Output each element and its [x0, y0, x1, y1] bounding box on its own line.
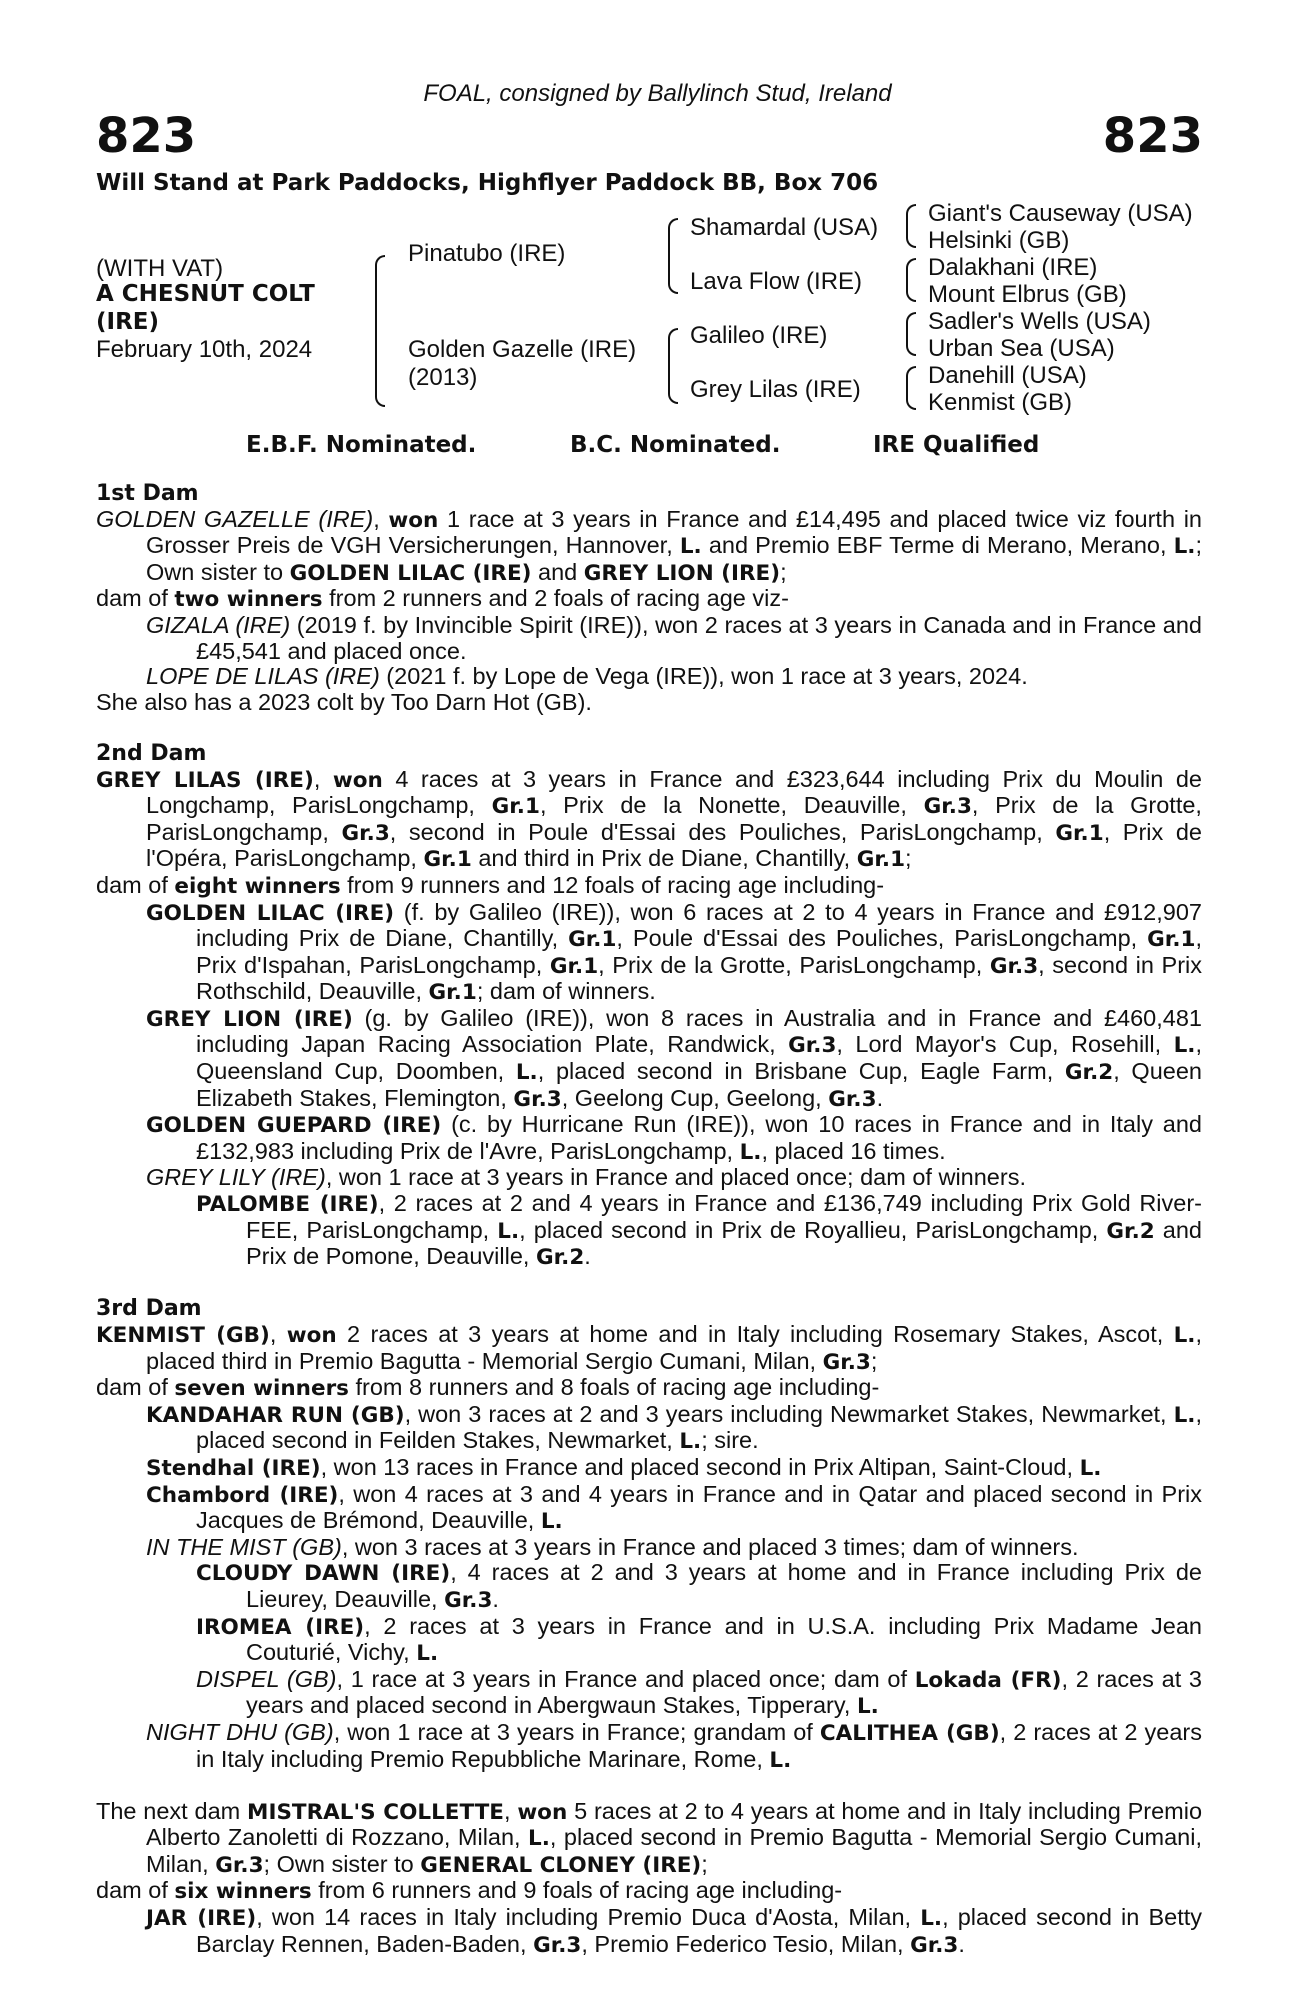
pedigree-dds: Danehill (USA) — [928, 362, 1087, 389]
pedigree-dss: Sadler's Wells (USA) — [928, 308, 1151, 335]
brace-sd — [906, 258, 916, 302]
pedigree-sire-sire: Shamardal (USA) — [690, 214, 879, 241]
first-dam-note: She also has a 2023 colt by Too Darn Hot (GB). — [96, 688, 592, 715]
dam-name: GOLDEN GAZELLE (IRE) — [96, 505, 374, 532]
third-dam-grandfoal: DISPEL (GB), 1 race at 3 years in France and placed once; dam of Lokada (FR), 2 races at 3 years and placed second in Abergwaun Stakes, Tipperary, L. — [196, 1665, 1203, 1720]
second-dam-produce-summary: dam of eight winners from 9 runners and 12 foals of racing age including- — [96, 871, 885, 899]
first-dam-heading: 1st Dam — [96, 481, 199, 506]
pedigree-ddd: Kenmist (GB) — [928, 389, 1073, 416]
brace-ds — [906, 312, 916, 356]
third-dam-foal: Chambord (IRE), won 4 races at 3 and 4 years in France and in Qatar and placed second in Prix Jacques de Brémond, Deauville, L. — [146, 1480, 1202, 1535]
pedigree-dam: Golden Gazelle (IRE) — [408, 336, 637, 363]
horse-name: A CHESNUT COLT — [96, 281, 315, 307]
third-dam-record: KENMIST (GB), won 2 races at 3 years at home and in Italy including Rosemary Stakes, Ascot, L., placed third in Premio Bagutta - Memorial Sergio Cumani, Milan, Gr.3; — [96, 1321, 1203, 1375]
brace-ss — [906, 204, 916, 248]
brace-gen1 — [375, 255, 385, 407]
stand-location: Will Stand at Park Paddocks, Highflyer Paddock BB, Box 706 — [96, 170, 879, 196]
pedigree-sire-dam: Lava Flow (IRE) — [690, 268, 863, 295]
pedigree-sds: Dalakhani (IRE) — [928, 254, 1098, 281]
ire-qualified: IRE Qualified — [873, 432, 1040, 458]
third-dam-heading: 3rd Dam — [96, 1296, 202, 1322]
first-dam-produce-summary: dam of two winners from 2 runners and 2 foals of racing age viz- — [96, 585, 789, 613]
pedigree-sire: Pinatubo (IRE) — [408, 240, 566, 267]
third-dam-foal: Stendhal (IRE), won 13 races in France and placed second in Prix Altipan, Saint-Cloud, L. — [146, 1453, 1102, 1481]
first-dam-foal: LOPE DE LILAS (IRE) (2021 f. by Lope de Vega (IRE)), won 1 race at 3 years, 2024. — [146, 663, 1028, 690]
pedigree-dam-dam: Grey Lilas (IRE) — [690, 376, 861, 403]
second-dam-foal: GREY LILY (IRE), won 1 race at 3 years in France and placed once; dam of winners. — [146, 1164, 1026, 1191]
third-dam-foal: NIGHT DHU (GB), won 1 race at 3 years in France; grandam of CALITHEA (GB), 2 races at 2 years in Italy including Premio Repubbliche Marinare, Rome, L. — [146, 1718, 1202, 1773]
pedigree-dam-sire: Galileo (IRE) — [690, 322, 828, 349]
next-dam-record: The next dam MISTRAL'S COLLETTE, won 5 races at 2 to 4 years at home and in Italy including Premio Alberto Zanoletti di Rozzano, Milan, L., placed second in Premio Bagutta - Memorial Sergio Cumani, Milan, Gr.3; Own sister to GENERAL CLONEY (IRE); — [96, 1797, 1203, 1878]
consignment-line: FOAL, consigned by Ballylinch Stud, Ireland — [423, 80, 892, 107]
brace-dd — [906, 366, 916, 410]
pedigree-dsd: Urban Sea (USA) — [928, 335, 1115, 362]
horse-name-suffix: (IRE) — [96, 309, 160, 335]
foaling-date: February 10th, 2024 — [96, 336, 313, 363]
ebf-nominated: E.B.F. Nominated. — [246, 432, 477, 458]
second-dam-foal: GREY LION (IRE) (g. by Galileo (IRE)), won 8 races in Australia and in France and £460,481 including Japan Racing Association Plate, Randwick, Gr.3, Lord Mayor's Cup, Rosehill, L., Queensland Cup, Doomben, L., placed second in Brisbane Cup, Eagle Farm, Gr.2, Queen Elizabeth Stakes, Flemington, Gr.3, Geelong Cup, Geelong, Gr.3. — [146, 1004, 1203, 1112]
second-dam-grandfoal: PALOMBE (IRE), 2 races at 2 and 4 years in France and £136,749 including Prix Gold River-FEE, ParisLongchamp, L., placed second in Prix de Royallieu, ParisLongchamp, Gr.2 and Prix de Pomone, Deauville, Gr.2. — [196, 1190, 1202, 1271]
third-dam-foal: IN THE MIST (GB), won 3 races at 3 years in France and placed 3 times; dam of winners. — [146, 1533, 1079, 1560]
lot-number-left: 823 — [96, 108, 197, 164]
third-dam-grandfoal: CLOUDY DAWN (IRE), 4 races at 2 and 3 years at home and in France including Prix de Lieurey, Deauville, Gr.3. — [196, 1559, 1202, 1613]
lot-number-right: 823 — [1102, 108, 1203, 164]
brace-sire-side — [668, 218, 678, 294]
catalogue-body — [96, 481, 1202, 1958]
next-dam-produce-summary: dam of six winners from 6 runners and 9 foals of racing age including- — [96, 1877, 843, 1905]
brace-dam-side — [668, 328, 678, 404]
pedigree-sdd: Mount Elbrus (GB) — [928, 281, 1127, 308]
vat-label: (WITH VAT) — [96, 255, 224, 282]
third-dam-produce-summary: dam of seven winners from 8 runners and 8 foals of racing age including- — [96, 1374, 880, 1402]
second-dam-record: GREY LILAS (IRE), won 4 races at 3 years in France and £323,644 including Prix du Moulin de Longchamp, ParisLongchamp, Gr.1, Prix de la Nonette, Deauville, Gr.3, Prix de la Grotte, ParisLongchamp, Gr.3, second in Poule d'Essai des Pouliches, ParisLongchamp, Gr.1, Prix de l'Opéra, ParisLongchamp, Gr.1 and third in Prix de Diane, Chantilly, Gr.1; — [96, 765, 1202, 873]
pedigree-dam-year: (2013) — [408, 364, 478, 391]
next-dam-foal: JAR (IRE), won 14 races in Italy including Premio Duca d'Aosta, Milan, L., placed second in Betty Barclay Rennen, Baden-Baden, Gr.3, Premio Federico Tesio, Milan, Gr.3. — [146, 1904, 1203, 1958]
pedigree-ssd: Helsinki (GB) — [928, 227, 1070, 254]
second-dam-foal: GOLDEN GUEPARD (IRE) (c. by Hurricane Run (IRE)), won 10 races in France and in Italy and £132,983 including Prix de l'Avre, ParisLongchamp, L., placed 16 times. — [146, 1111, 1202, 1165]
bc-nominated: B.C. Nominated. — [570, 432, 781, 458]
pedigree-sss: Giant's Causeway (USA) — [928, 200, 1193, 227]
first-dam-record: GOLDEN GAZELLE (IRE), won 1 race at 3 years in France and £14,495 and placed twice viz fourth in Grosser Preis de VGH Versicherungen, Hannover, L. and Premio EBF Terme di Merano, Merano, L.; Own sister to GOLDEN LILAC (IRE) and GREY LION (IRE); — [96, 505, 1203, 586]
first-dam-foal: GIZALA (IRE) (2019 f. by Invincible Spirit (IRE)), won 2 races at 3 years in Canada and in France and £45,541 and placed once. — [146, 611, 1202, 664]
third-dam-foal: KANDAHAR RUN (GB), won 3 races at 2 and 3 years including Newmarket Stakes, Newmarket, L., placed second in Feilden Stakes, Newmarket, L.; sire. — [146, 1400, 1202, 1455]
second-dam-foal: GOLDEN LILAC (IRE) (f. by Galileo (IRE)), won 6 races at 2 to 4 years in France and £912,907 including Prix de Diane, Chantilly, Gr.1, Poule d'Essai des Pouliches, ParisLongchamp, Gr.1, Prix d'Ispahan, ParisLongchamp, Gr.1, Prix de la Grotte, ParisLongchamp, Gr.3, second in Prix Rothschild, Deauville, Gr.1; dam of winners. — [146, 898, 1202, 1006]
third-dam-grandfoal: IROMEA (IRE), 2 races at 3 years in France and in U.S.A. including Prix Madame Jean Couturié, Vichy, L. — [196, 1612, 1202, 1667]
second-dam-heading: 2nd Dam — [96, 740, 207, 766]
